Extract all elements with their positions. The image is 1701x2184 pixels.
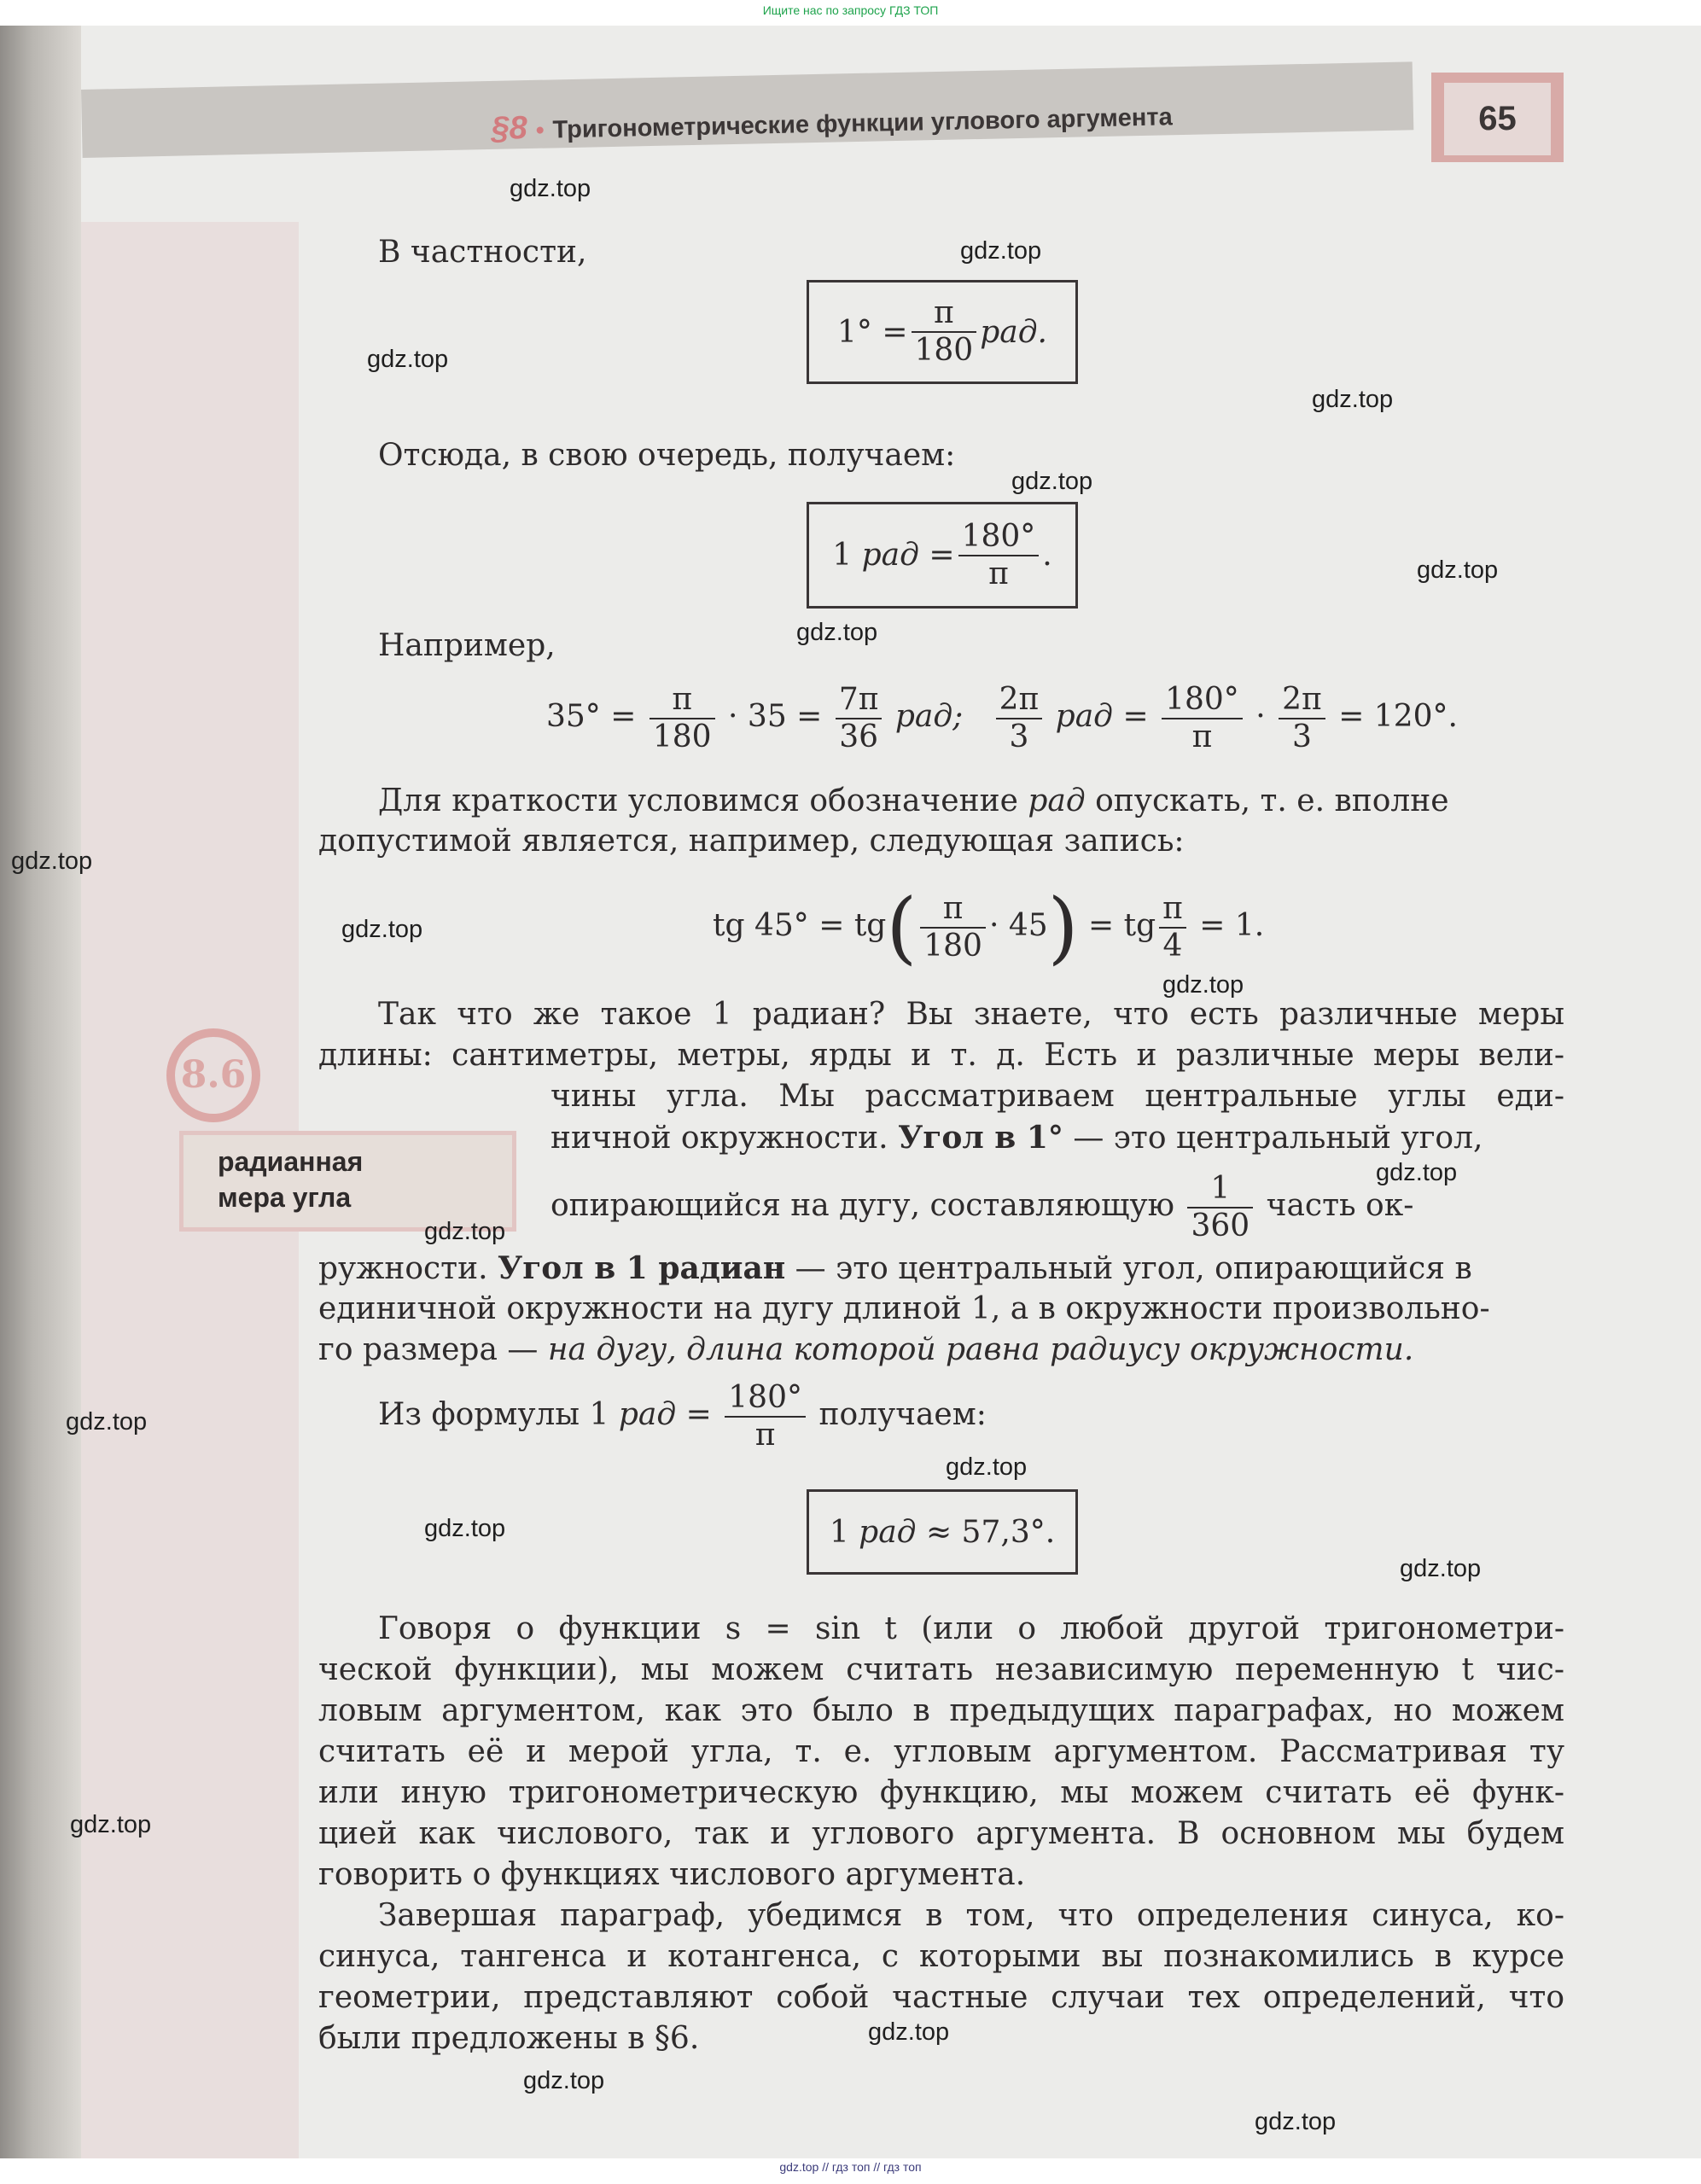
paragraph-concluding-2: синуса, тангенса и котангенса, с которыми вы познакомились в курсе [318, 1939, 1564, 1974]
expr-part: = [1122, 699, 1149, 734]
watermark: gdz.top [868, 2018, 950, 2046]
expr-part: 35° = [546, 699, 637, 734]
text-run: Из формулы 1 [378, 1397, 609, 1432]
paragraph-in-particular: В частности, [378, 235, 587, 270]
fraction [958, 519, 1040, 592]
fraction-denominator: 3 [1291, 719, 1312, 754]
paragraph-sine-function-5: или иную тригонометрическую функцию, мы можем считать её функ- [318, 1775, 1564, 1810]
margin-badge: 8.6 [166, 1028, 260, 1122]
expr-part: = 120°. [1338, 699, 1458, 734]
text-run: го размера — [318, 1332, 539, 1367]
watermark: gdz.top [1255, 2108, 1337, 2135]
watermark: gdz.top [70, 1811, 152, 1838]
expr-part: · 45 [988, 908, 1048, 943]
watermark: gdz.top [960, 237, 1042, 265]
section-number: §8 [491, 110, 528, 147]
term-degree: Угол в 1° [898, 1120, 1063, 1156]
formula-box-approx [807, 1489, 1078, 1575]
paragraph-for-example: Например, [378, 628, 556, 663]
unit-rad: рад [618, 1397, 677, 1432]
unit-rad: рад [859, 1514, 917, 1550]
text-run: опускать, т. е. вполне [1095, 783, 1449, 818]
right-paren: ) [1047, 882, 1079, 973]
watermark: gdz.top [1400, 1555, 1482, 1582]
watermark: gdz.top [341, 916, 423, 943]
fraction-denominator: 360 [1191, 1208, 1250, 1243]
fraction-denominator: π [988, 556, 1009, 591]
text-run: опирающийся на дугу, составляющую [550, 1188, 1175, 1223]
watermark: gdz.top [1376, 1159, 1458, 1186]
text-run: ничной окружности. [550, 1121, 888, 1156]
paragraph-sine-function-7: говорить о функциях числового аргумента. [318, 1857, 1026, 1892]
formula-rhs: ≈ 57,3°. [925, 1514, 1056, 1550]
period: . [1042, 538, 1052, 573]
watermark: gdz.top [424, 1515, 506, 1542]
fraction-numerator: π [920, 891, 986, 929]
top-search-note: Ищите нас по запросу ГДЗ ТОП [762, 3, 939, 17]
unit-rad: рад [1028, 783, 1086, 818]
fraction-numerator: 180° [1162, 682, 1243, 719]
formula-box-degree [807, 280, 1078, 384]
text-run: — это центральный угол, опирающийся в [795, 1251, 1472, 1286]
watermark: gdz.top [66, 1408, 148, 1436]
paragraph-sine-function-2: ческой функции), мы можем считать независимую переменную t чис- [318, 1652, 1564, 1687]
text-run: часть ок- [1266, 1188, 1414, 1223]
fraction [1159, 891, 1186, 964]
header-dot: • [535, 116, 545, 143]
fraction-denominator: 3 [1009, 719, 1029, 754]
fraction [1187, 1171, 1253, 1244]
watermark: gdz.top [424, 1218, 506, 1245]
paragraph-what-is-radian-1: Так что же такое 1 радиан? Вы знаете, что есть различные меры [378, 997, 1564, 1032]
watermark: gdz.top [510, 175, 591, 202]
example-conversions [546, 676, 1458, 758]
paragraph-sine-function-1: Говоря о функции s = sin t (или о любой другой тригонометри- [378, 1611, 1564, 1646]
watermark: gdz.top [1417, 556, 1499, 584]
fraction-numerator: π [912, 295, 977, 333]
paragraph-brevity-line2: допустимой является, например, следующая запись: [318, 824, 1185, 859]
paragraph-sine-function-4: считать её и мерой угла, т. е. угловым аргументом. Рассматривая ту [318, 1734, 1564, 1769]
formula-lhs: 1 [832, 538, 853, 573]
fraction [912, 295, 977, 369]
unit-rad: рад [1055, 699, 1113, 734]
paragraph-concluding-1: Завершая параграф, убедимся в том, что определения синуса, ко- [378, 1898, 1564, 1933]
watermark: gdz.top [1162, 971, 1244, 999]
paragraph-brevity-line1 [378, 781, 1564, 822]
unit-rad: рад. [980, 314, 1047, 350]
page-number: 65 [1444, 83, 1551, 155]
margin-note-line1: радианная [218, 1146, 364, 1177]
paragraph-concluding-4: были предложены в §6. [318, 2021, 700, 2056]
fraction [650, 682, 715, 755]
fraction-numerator: π [1159, 891, 1186, 929]
formula-lhs: 1 [829, 1514, 849, 1550]
expr-part: = 1. [1199, 908, 1265, 943]
formula-box-radian [807, 502, 1078, 609]
fraction-numerator: 180° [958, 519, 1040, 556]
bottom-note: gdz.top // гдз топ // гдз топ [779, 2160, 922, 2174]
paragraph-what-is-radian-8 [318, 1330, 1413, 1371]
fraction-denominator: 4 [1162, 929, 1183, 964]
watermark: gdz.top [946, 1453, 1028, 1481]
paragraph-what-is-radian-3: чины угла. Мы рассматриваем центральные углы еди- [550, 1079, 1564, 1114]
term-radian: Угол в 1 радиан [497, 1250, 786, 1286]
paragraph-what-is-radian-2: длины: сантиметры, метры, ярды и т. д. Есть и различные меры вели- [318, 1038, 1564, 1073]
margin-note-line2: мера угла [218, 1182, 352, 1213]
fraction-numerator: 2π [1279, 682, 1325, 719]
paragraph-what-is-radian-6 [318, 1248, 1472, 1290]
example-tangent [713, 879, 1264, 973]
paragraph-from-formula [378, 1374, 987, 1456]
fraction [1279, 682, 1325, 755]
paragraph-what-is-radian-5 [550, 1165, 1413, 1247]
text-run: получаем: [818, 1397, 987, 1432]
equals-sign: = [929, 538, 955, 573]
watermark: gdz.top [367, 346, 449, 373]
fraction-denominator: 180 [923, 929, 982, 964]
equals-sign: = [685, 1397, 712, 1432]
fraction-numerator: π [650, 682, 715, 719]
fraction-denominator: π [754, 1418, 776, 1453]
fraction [836, 682, 883, 755]
paragraph-sine-function-3: ловым аргументом, как это было в предыдущих параграфах, но можем [318, 1693, 1564, 1728]
unit-rad: рад [861, 538, 919, 573]
fraction [1162, 682, 1243, 755]
watermark: gdz.top [1011, 468, 1093, 495]
watermark: gdz.top [11, 847, 93, 875]
fraction-numerator: 7π [836, 682, 883, 719]
emphasis-definition: на дугу, длина которой равна радиусу окружности. [547, 1332, 1414, 1367]
fraction [920, 891, 986, 964]
paragraph-concluding-3: геометрии, представляют собой частные случаи тех определений, что [318, 1980, 1564, 2015]
expr-part: tg 45° = tg [713, 908, 887, 943]
fraction-numerator: 1 [1187, 1171, 1253, 1208]
paragraph-what-is-radian-7: единичной окружности на дугу длиной 1, а в окружности произвольно- [318, 1291, 1490, 1326]
fraction-denominator: 180 [652, 719, 712, 754]
expr-part: = tg [1088, 908, 1156, 943]
watermark: gdz.top [523, 2067, 605, 2094]
expr-part: · [1255, 699, 1266, 734]
fraction-denominator: 36 [839, 719, 878, 754]
expr-part: · 35 = [728, 699, 823, 734]
watermark: gdz.top [1312, 386, 1394, 413]
left-paren: ( [886, 882, 917, 973]
margin-note [179, 1131, 516, 1232]
text-run: — это центральный угол, [1073, 1121, 1483, 1156]
paragraph-sine-function-6: цией как числового, так и углового аргумента. В основном мы будем [318, 1816, 1564, 1851]
paragraph-hence: Отсюда, в свою очередь, получаем: [378, 438, 956, 473]
text-run: Для краткости условимся обозначение [378, 783, 1018, 818]
header-title: Тригонометрические функции углового аргумента [552, 103, 1174, 144]
paragraph-what-is-radian-4 [550, 1117, 1483, 1159]
watermark: gdz.top [796, 619, 878, 646]
fraction-numerator: 2π [996, 682, 1043, 719]
fraction-numerator: 180° [725, 1380, 806, 1418]
formula-lhs: 1° = [836, 314, 908, 350]
fraction-denominator: 180 [914, 333, 974, 368]
unit-rad: рад; [894, 699, 964, 734]
fraction-denominator: π [1191, 719, 1213, 754]
fraction [725, 1380, 806, 1453]
fraction [996, 682, 1043, 755]
book-spine-shadow [0, 26, 81, 2158]
text-run: ружности. [318, 1251, 488, 1286]
